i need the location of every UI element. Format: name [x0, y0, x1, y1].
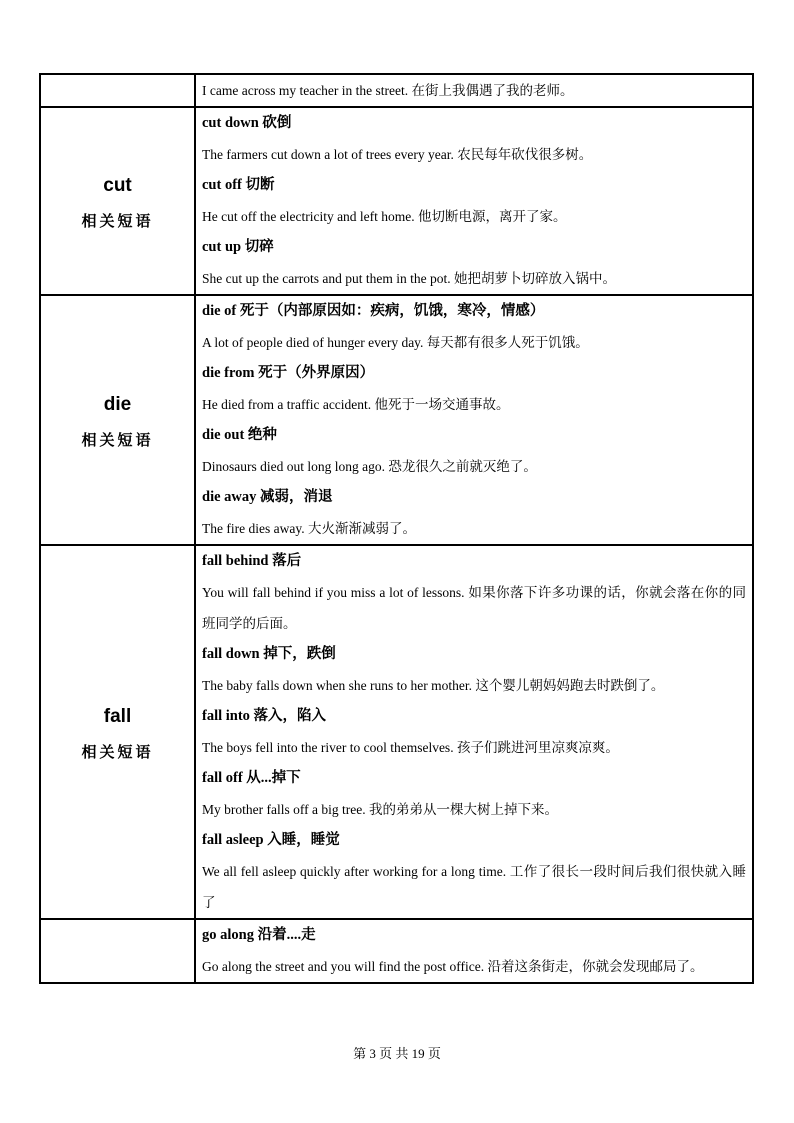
example-sentence: He cut off the electricity and left home. 他切断电源，离开了家。 — [202, 209, 567, 224]
word-cell — [40, 107, 195, 295]
example-sentence: I came across my teacher in the street. 在街上我偶遇了我的老师。 — [202, 83, 574, 98]
content-cell — [195, 107, 753, 295]
example-sentence: The fire dies away. 大火渐渐减弱了。 — [202, 521, 416, 536]
phrase-heading: cut off 切断 — [202, 177, 275, 193]
word-cell — [40, 74, 195, 107]
phrase-heading: fall behind 落后 — [202, 553, 302, 569]
example-sentence: The baby falls down when she runs to her mother. 这个婴儿朝妈妈跑去时跌倒了。 — [202, 678, 665, 693]
vocab-table — [39, 73, 754, 984]
page-footer: 第 3 页 共 19 页 — [353, 1046, 441, 1061]
word-cell — [40, 295, 195, 545]
phrase-heading: die from 死于（外界原因） — [202, 365, 375, 381]
phrase-heading: die of 死于（内部原因如：疾病，饥饿，寒冷，情感） — [202, 303, 545, 319]
vocab-table-body — [40, 74, 753, 983]
phrase-heading: fall asleep 入睡，睡觉 — [202, 832, 340, 848]
phrase-heading: fall off 从...掉下 — [202, 770, 301, 786]
headword: fall — [103, 705, 132, 727]
phrase-heading: die away 减弱，消退 — [202, 489, 333, 505]
example-sentence: We all fell asleep quickly after working for a long time. 工作了很长一段时间后我们很快就入睡了 — [202, 864, 746, 910]
phrase-heading: fall into 落入，陷入 — [202, 708, 327, 724]
phrase-heading: go along 沿着....走 — [202, 927, 316, 943]
content-cell — [195, 919, 753, 983]
word-cell — [40, 545, 195, 919]
phrase-heading: die out 绝种 — [202, 427, 277, 443]
related-phrases-label: 相关短语 — [81, 213, 154, 230]
content-cell — [195, 545, 753, 919]
phrase-heading: cut up 切碎 — [202, 239, 274, 255]
phrase-heading: cut down 砍倒 — [202, 115, 292, 131]
example-sentence: A lot of people died of hunger every day. 每天都有很多人死于饥饿。 — [202, 335, 589, 350]
example-sentence: He died from a traffic accident. 他死于一场交通事故。 — [202, 397, 510, 412]
example-sentence: Go along the street and you will find the post office. 沿着这条街走，你就会发现邮局了。 — [202, 959, 704, 974]
headword: cut — [103, 174, 132, 196]
headword: die — [103, 393, 132, 415]
table-row — [40, 919, 753, 983]
table-row — [40, 295, 753, 545]
table-row — [40, 545, 753, 919]
related-phrases-label: 相关短语 — [81, 744, 154, 761]
table-row — [40, 107, 753, 295]
example-sentence: Dinosaurs died out long long ago. 恐龙很久之前就灭绝了。 — [202, 459, 537, 474]
example-sentence: She cut up the carrots and put them in the pot. 她把胡萝卜切碎放入锅中。 — [202, 271, 616, 286]
example-sentence: You will fall behind if you miss a lot of lessons. 如果你落下许多功课的话，你就会落在你的同班同学的后面。 — [202, 585, 746, 631]
phrase-heading: fall down 掉下，跌倒 — [202, 646, 336, 662]
table-row — [40, 74, 753, 107]
content-cell — [195, 295, 753, 545]
example-sentence: My brother falls off a big tree. 我的弟弟从一棵大树上掉下来。 — [202, 802, 558, 817]
example-sentence: The boys fell into the river to cool themselves. 孩子们跳进河里凉爽凉爽。 — [202, 740, 619, 755]
example-sentence: The farmers cut down a lot of trees every year. 农民每年砍伐很多树。 — [202, 147, 593, 162]
related-phrases-label: 相关短语 — [81, 432, 154, 449]
content-cell — [195, 74, 753, 107]
word-cell — [40, 919, 195, 983]
